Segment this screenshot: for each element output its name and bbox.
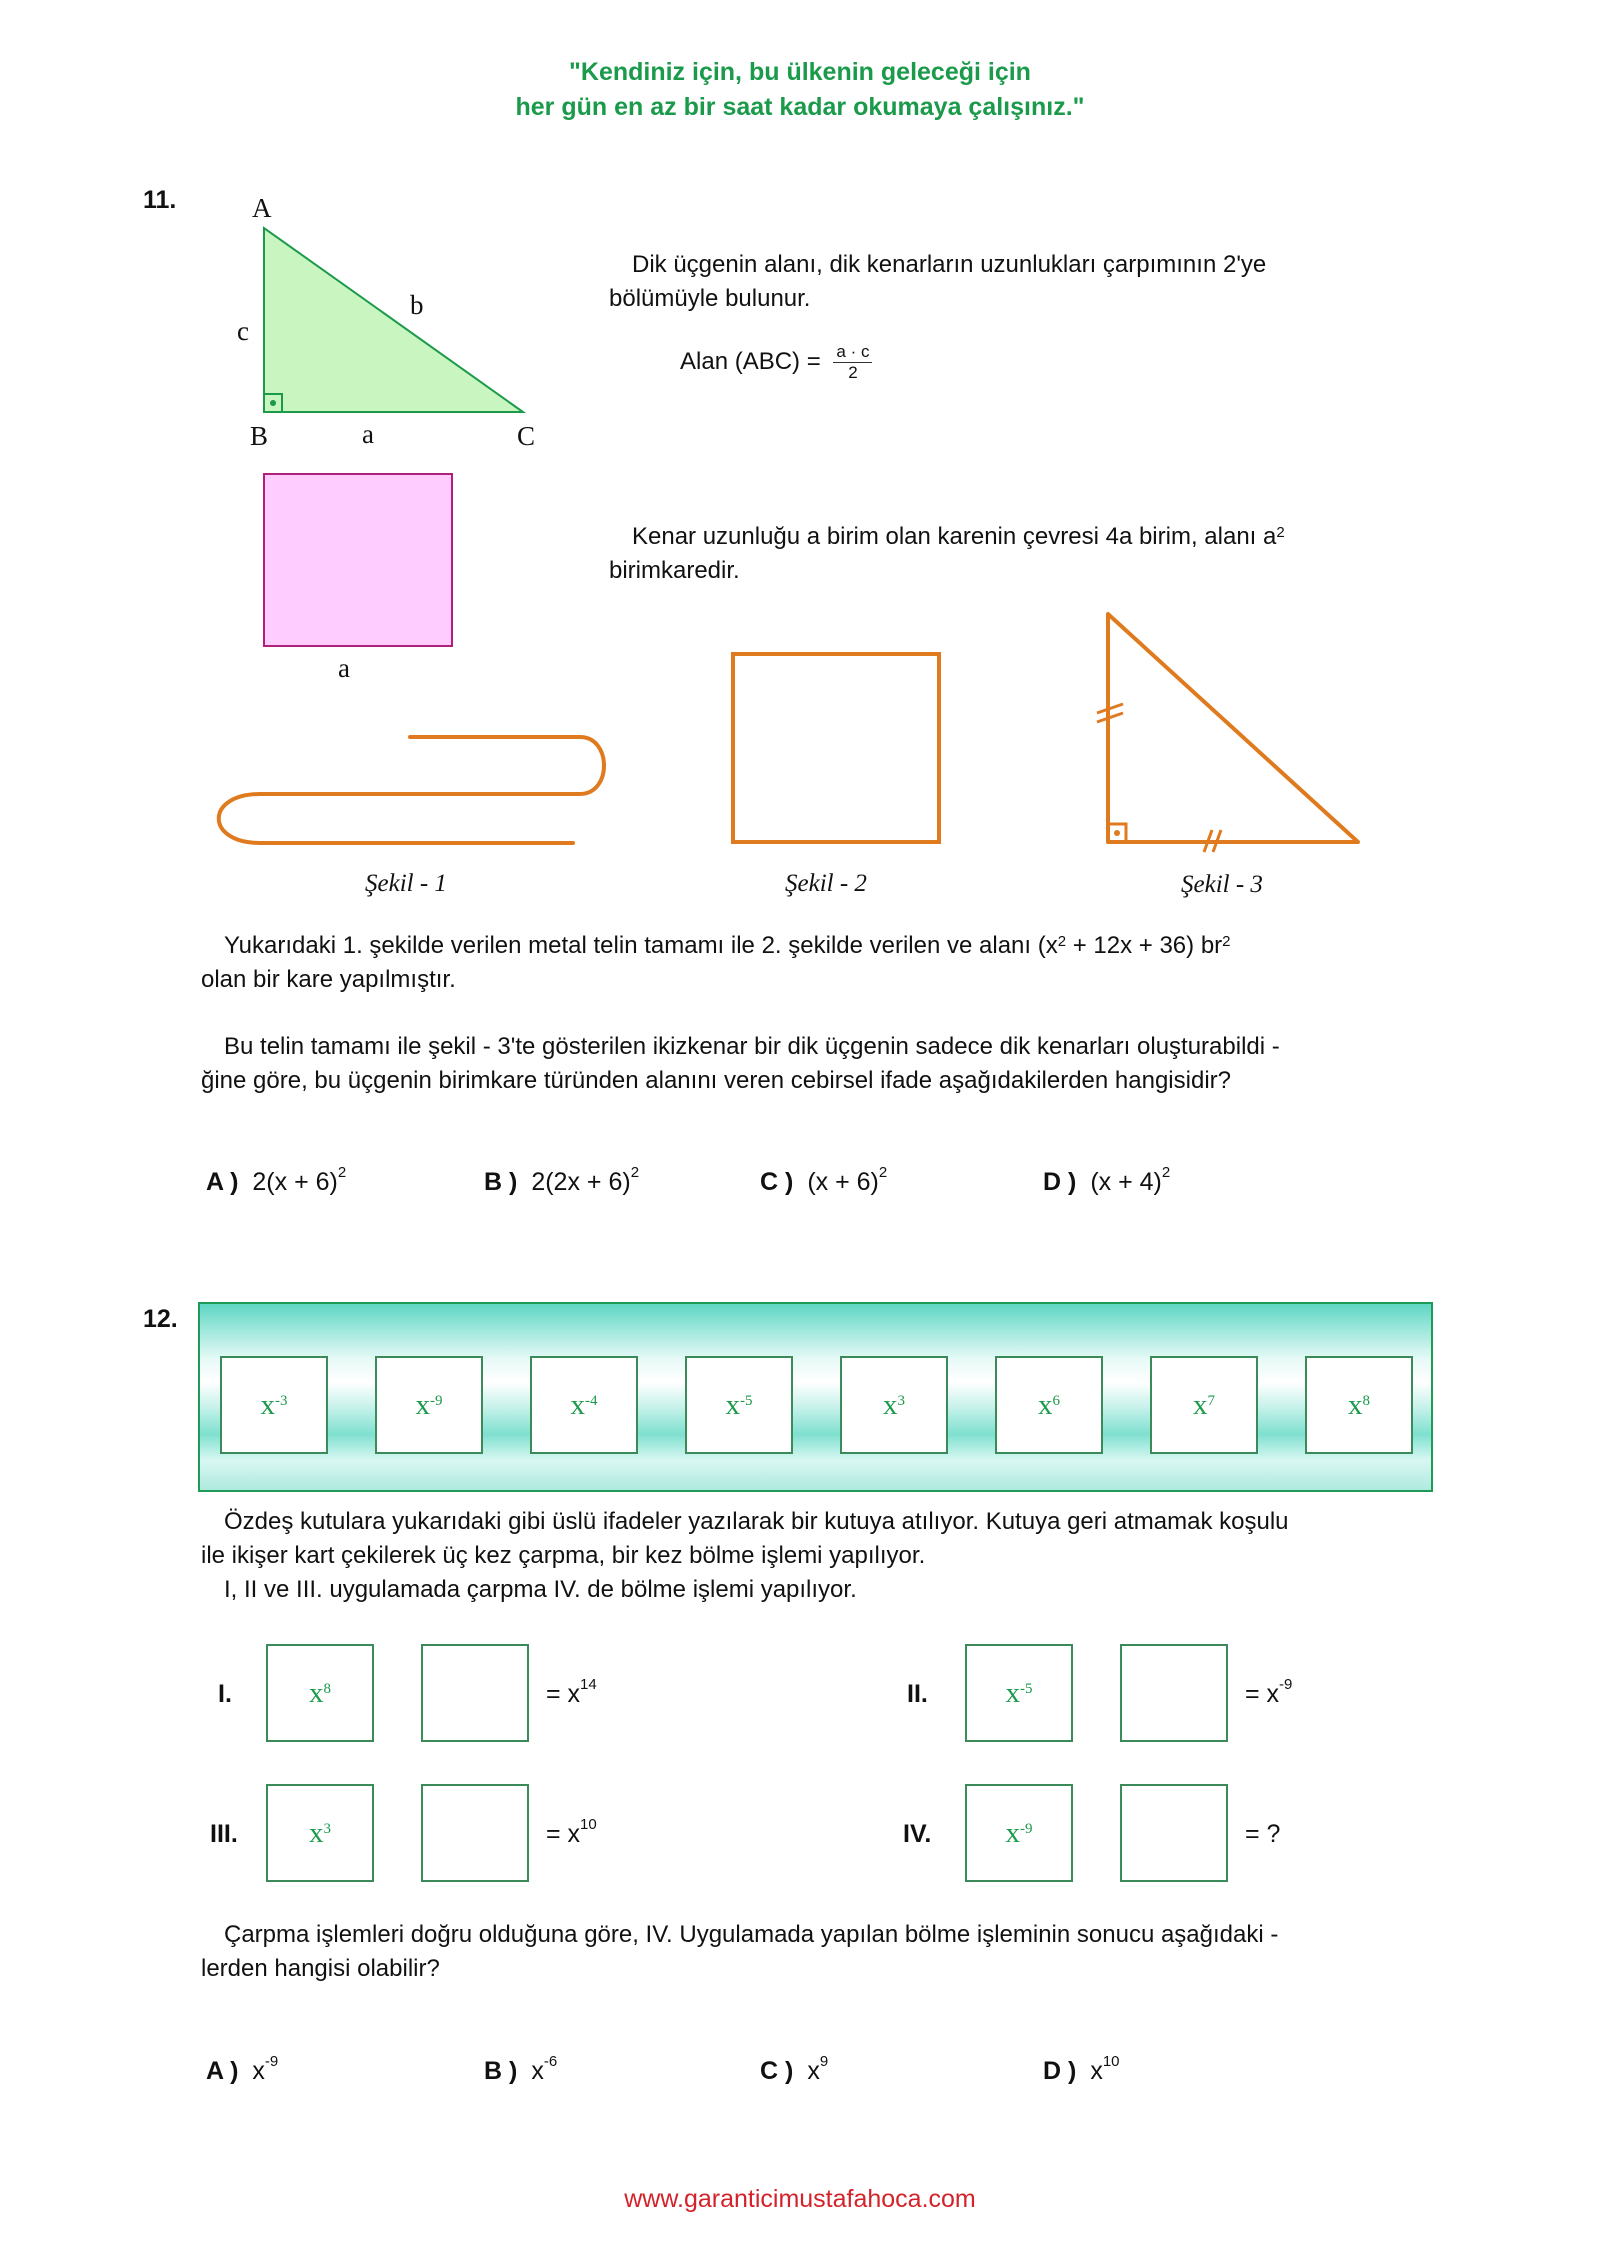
option-sup: -6	[543, 2053, 558, 2070]
q11-para1-text-b: + 12x + 36) br	[1066, 932, 1223, 959]
op-2-given-card	[965, 1644, 1073, 1742]
q11-option-d[interactable]	[1043, 1164, 1171, 1197]
op-3-empty-card[interactable]	[421, 1784, 529, 1882]
formula-fraction	[833, 342, 872, 383]
op-2-result	[1245, 1676, 1293, 1709]
card-exponent: 8	[1362, 1392, 1370, 1409]
card-8	[1305, 1356, 1413, 1454]
card-exponent: -5	[740, 1392, 753, 1409]
card-exponent: 8	[323, 1680, 331, 1697]
result-exponent: -9	[1279, 1676, 1293, 1693]
triangle-abc	[264, 228, 523, 412]
q12-para2-line2: lerden hangisi olabilir?	[201, 1955, 440, 1982]
card-exponent: 3	[323, 1820, 331, 1837]
op-1-result	[546, 1676, 597, 1709]
option-sup: -9	[264, 2053, 279, 2070]
info1-line1: Dik üçgenin alanı, dik kenarların uzunlukları çarpımının 2'ye	[632, 251, 1267, 278]
vertex-a-label: A	[252, 193, 272, 223]
card-base: x	[570, 1388, 585, 1421]
option-letter: D )	[1043, 1168, 1077, 1196]
option-sup: 9	[819, 2053, 829, 2070]
op-2-label: II.	[907, 1680, 928, 1708]
q11-option-b[interactable]	[484, 1164, 640, 1197]
card-7	[1150, 1356, 1258, 1454]
info2-superscript: 2	[1276, 524, 1285, 541]
card-base: x	[1193, 1388, 1208, 1421]
option-letter: C )	[760, 2057, 794, 2085]
op-3-given-card	[266, 1784, 374, 1882]
right-angle-dot	[270, 400, 276, 406]
card-base: x	[309, 1816, 324, 1849]
result-text: = x	[546, 1820, 581, 1848]
info2-text: Kenar uzunluğu a birim olan karenin çevresi 4a birim, alanı a	[632, 523, 1277, 550]
card-2	[375, 1356, 483, 1454]
option-letter: D )	[1043, 2057, 1077, 2085]
formula-denominator: 2	[848, 363, 858, 382]
card-exponent: -4	[585, 1392, 598, 1409]
card-base: x	[1005, 1816, 1020, 1849]
orange-square	[733, 654, 939, 842]
q11-para1-sup2: 2	[1222, 933, 1231, 950]
q11-figures	[0, 0, 1600, 900]
card-base: x	[260, 1388, 275, 1421]
option-text: (x + 4)	[1090, 1168, 1162, 1196]
triangle-right-angle-dot	[1114, 830, 1120, 836]
card-base: x	[1038, 1388, 1053, 1421]
card-6	[995, 1356, 1103, 1454]
wire-shape	[219, 737, 604, 843]
q11-para2-line2: ğine göre, bu üçgenin birimkare türünden alanını veren cebirsel ifade aşağıdakilerden hangisidir?	[201, 1067, 1231, 1094]
op-4-empty-card[interactable]	[1120, 1784, 1228, 1882]
card-exponent: 3	[897, 1392, 905, 1409]
card-base: x	[1348, 1388, 1363, 1421]
op-4-given-card	[965, 1784, 1073, 1882]
question-11-number: 11.	[143, 186, 177, 214]
card-base: x	[309, 1676, 324, 1709]
card-base: x	[415, 1388, 430, 1421]
q11-para1-line2: olan bir kare yapılmıştır.	[201, 966, 456, 993]
option-letter: A )	[206, 1168, 239, 1196]
figure-1-label: Şekil - 1	[365, 870, 447, 897]
op-1-empty-card[interactable]	[421, 1644, 529, 1742]
vertex-b-label: B	[250, 421, 269, 451]
q11-para2-line1: Bu telin tamamı ile şekil - 3'te gösterilen ikizkenar bir dik üçgenin sadece dik kenarları oluşturabildi -	[224, 1033, 1280, 1060]
card-exponent: 7	[1207, 1392, 1215, 1409]
option-text: x	[807, 2057, 820, 2085]
q12-para2-line1: Çarpma işlemleri doğru olduğuna göre, IV. Uygulamada yapılan bölme işleminin sonucu aşağıdaki -	[224, 1921, 1279, 1948]
q11-para1-sup1: 2	[1057, 933, 1067, 950]
op-2-empty-card[interactable]	[1120, 1644, 1228, 1742]
op-1-label: I.	[218, 1680, 232, 1708]
card-base: x	[725, 1388, 740, 1421]
q12-para1-line1: Özdeş kutulara yukarıdaki gibi üslü ifadeler yazılarak bir kutuya atılıyor. Kutuya geri atmamak koşulu	[224, 1508, 1289, 1535]
result-text: = ?	[1245, 1820, 1281, 1848]
option-letter: C )	[760, 1168, 794, 1196]
card-base: x	[1005, 1676, 1020, 1709]
motto-line-1: "Kendiniz için, bu ülkenin geleceği için	[569, 58, 1031, 86]
option-text: x	[1090, 2057, 1103, 2085]
q12-option-b[interactable]	[484, 2053, 558, 2086]
card-exponent: 6	[1052, 1392, 1060, 1409]
op-4-result	[1245, 1820, 1280, 1849]
vertex-c-label: C	[517, 421, 536, 451]
card-exponent: -9	[1020, 1820, 1033, 1837]
square-side-label: a	[338, 653, 350, 683]
figure-3-label: Şekil - 3	[1181, 871, 1263, 898]
q11-option-c[interactable]	[760, 1164, 888, 1197]
info2-line1	[632, 520, 1285, 554]
area-formula	[680, 342, 872, 383]
option-sup: 2	[630, 1164, 640, 1181]
cards-banner	[198, 1302, 1433, 1492]
result-exponent: 14	[580, 1676, 597, 1693]
side-b-label: b	[410, 290, 424, 320]
option-letter: A )	[206, 2057, 239, 2085]
op-3-label: III.	[210, 1820, 238, 1848]
op-1-given-card	[266, 1644, 374, 1742]
result-text: = x	[1245, 1680, 1280, 1708]
card-1	[220, 1356, 328, 1454]
result-text: = x	[546, 1680, 581, 1708]
option-text: 2(2x + 6)	[531, 1168, 631, 1196]
option-sup: 2	[337, 1164, 347, 1181]
option-sup: 10	[1102, 2053, 1120, 2070]
q12-para1-line3: I, II ve III. uygulamada çarpma IV. de bölme işlemi yapılıyor.	[224, 1576, 857, 1603]
option-text: (x + 6)	[807, 1168, 879, 1196]
info2-line2: birimkaredir.	[609, 557, 740, 584]
result-exponent: 10	[580, 1816, 597, 1833]
card-exponent: -5	[1020, 1680, 1033, 1697]
q11-option-a[interactable]	[206, 1164, 347, 1197]
option-text: x	[252, 2057, 265, 2085]
option-letter: B )	[484, 1168, 518, 1196]
q12-option-a[interactable]	[206, 2053, 279, 2086]
side-a-label: a	[362, 419, 374, 449]
card-exponent: -9	[430, 1392, 443, 1409]
motto-line-2: her gün en az bir saat kadar okumaya çalışınız."	[515, 93, 1085, 121]
q11-para1-text-a: Yukarıdaki 1. şekilde verilen metal telin tamamı ile 2. şekilde verilen ve alanı (x	[224, 932, 1058, 959]
q12-para1-line2: ile ikişer kart çekilerek üç kez çarpma, bir kez bölme işlemi yapılıyor.	[201, 1542, 926, 1569]
op-4-label: IV.	[903, 1820, 932, 1848]
option-text: 2(x + 6)	[252, 1168, 338, 1196]
isosceles-right-triangle	[1108, 614, 1358, 842]
footer-url[interactable]: www.garanticimustafahoca.com	[624, 2185, 976, 2213]
figure-2-label: Şekil - 2	[785, 870, 867, 897]
q11-para1-line1	[224, 929, 1231, 963]
pink-square	[264, 474, 452, 646]
formula-left: Alan (ABC) =	[680, 347, 821, 375]
info1-line2: bölümüyle bulunur.	[609, 285, 811, 312]
card-4	[685, 1356, 793, 1454]
option-letter: B )	[484, 2057, 518, 2085]
question-12-number: 12.	[143, 1305, 178, 1333]
card-base: x	[883, 1388, 898, 1421]
q12-option-d[interactable]	[1043, 2053, 1120, 2086]
card-5	[840, 1356, 948, 1454]
formula-numerator: a · c	[833, 342, 872, 363]
q12-option-c[interactable]	[760, 2053, 829, 2086]
option-sup: 2	[878, 1164, 888, 1181]
card-exponent: -3	[275, 1392, 288, 1409]
op-3-result	[546, 1816, 597, 1849]
side-c-label: c	[237, 316, 249, 346]
option-sup: 2	[1161, 1164, 1171, 1181]
card-3	[530, 1356, 638, 1454]
option-text: x	[531, 2057, 544, 2085]
